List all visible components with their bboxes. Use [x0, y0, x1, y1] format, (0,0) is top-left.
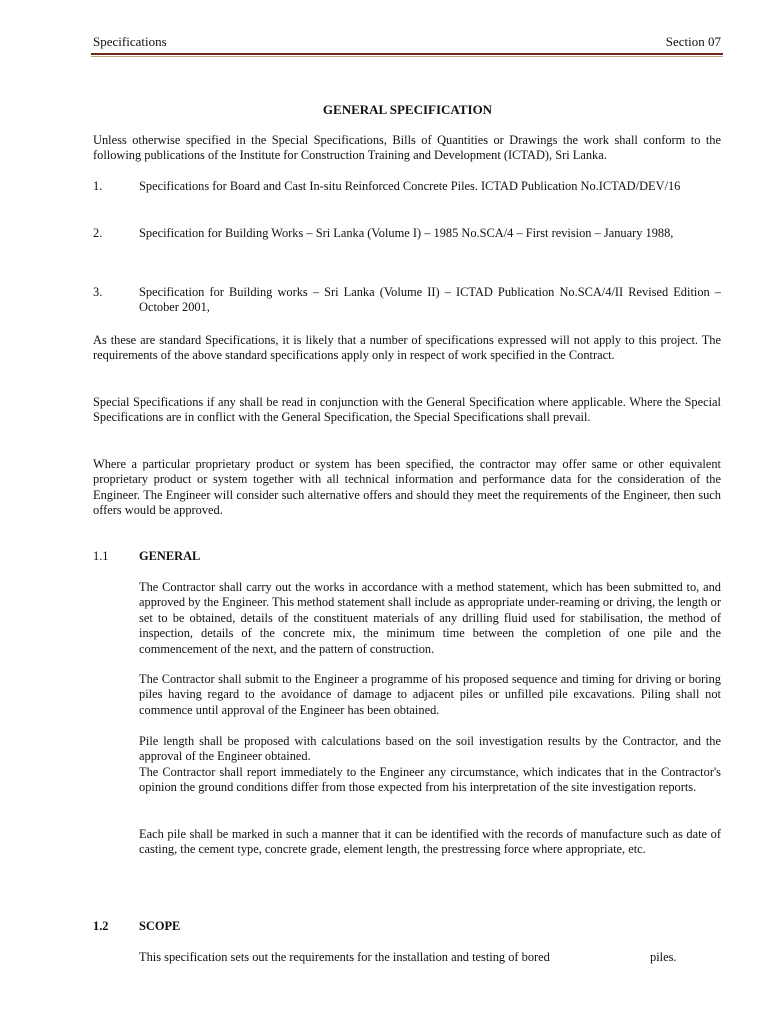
header-rule [91, 53, 723, 55]
section-heading-scope: SCOPE [139, 919, 181, 933]
general-paragraph-method-statement: The Contractor shall carry out the works in accordance with a method statement, which has been submitted to, and approved by the Engineer. This method statement shall include as appropriate under-reaming or driving, the length or set to be obtained, details of the constituent materials of any drilling fluid used for stabilisation, the method of inspection, details of the concrete mix, the minimum time between the completion of one pile and the commencement of the next, and the pattern of construction. [139, 580, 721, 656]
section-number-general: 1.1 [93, 549, 109, 563]
list-item-2: Specification for Building Works – Sri Lanka (Volume I) – 1985 No.SCA/4 – First revision – January 1988, [139, 226, 674, 240]
list-item-1: Specifications for Board and Cast In-situ Reinforced Concrete Piles. ICTAD Publication No.ICTAD/DEV/16 [139, 179, 681, 193]
page-title: GENERAL SPECIFICATION [322, 102, 493, 117]
paragraph-special-specs: Special Specifications if any shall be read in conjunction with the General Specification where applicable. Where the Special Specifications are in conflict with the General Specification, the Special Specifications shall prevail. [93, 395, 721, 425]
list-number-3: 3. [93, 285, 103, 299]
general-paragraph-programme: The Contractor shall submit to the Engineer a programme of his proposed sequence and timing for driving or boring piles having regard to the avoidance of damage to adjacent piles or unfilled pile excavations. Piling shall not commence until approval of the Engineer has been obtained. [139, 672, 721, 717]
general-paragraph-ground-conditions: The Contractor shall report immediately to the Engineer any circumstance, which indicates that in the Contractor's opinion the ground conditions differ from those expected from his interpretation of the site investigation reports. [139, 765, 721, 795]
paragraph-standard-specs: As these are standard Specifications, it is likely that a number of specifications expressed will not apply to this project. The requirements of the above standard specifications apply only in respect of work specified in the Contract. [93, 333, 721, 363]
list-item-3: Specification for Building works – Sri Lanka (Volume II) – ICTAD Publication No.SCA/4/II Revised Edition – October 2001, [139, 285, 721, 315]
general-paragraph-pile-length: Pile length shall be proposed with calculations based on the soil investigation results by the Contractor, and the approval of the Engineer obtained. [139, 734, 721, 764]
scope-text-end: piles. [650, 950, 677, 964]
scope-text: This specification sets out the requirements for the installation and testing of bored [139, 950, 550, 964]
section-number-scope: 1.2 [93, 919, 109, 933]
header-rule-thin [91, 56, 723, 57]
intro-paragraph: Unless otherwise specified in the Special Specifications, Bills of Quantities or Drawings the work shall conform to the following publications of the Institute for Construction Training and Development (ICTAD), Sri Lanka. [93, 133, 721, 163]
list-number-1: 1. [93, 179, 103, 193]
general-paragraph-pile-marking: Each pile shall be marked in such a manner that it can be identified with the records of manufacture such as date of casting, the cement type, concrete grade, element length, the prestressing force where appropriate, etc. [139, 827, 721, 857]
section-heading-general: GENERAL [139, 549, 201, 563]
header-left: Specifications [93, 34, 167, 49]
header-right: Section 07 [665, 34, 721, 49]
paragraph-proprietary-products: Where a particular proprietary product or system has been specified, the contractor may offer same or other equivalent proprietary product or system together with all technical information and performance data for the consideration of the Engineer. The Engineer will consider such alternative offers and should they meet the requirements of the Engineer, then such offers would be approved. [93, 457, 721, 518]
list-number-2: 2. [93, 226, 103, 240]
